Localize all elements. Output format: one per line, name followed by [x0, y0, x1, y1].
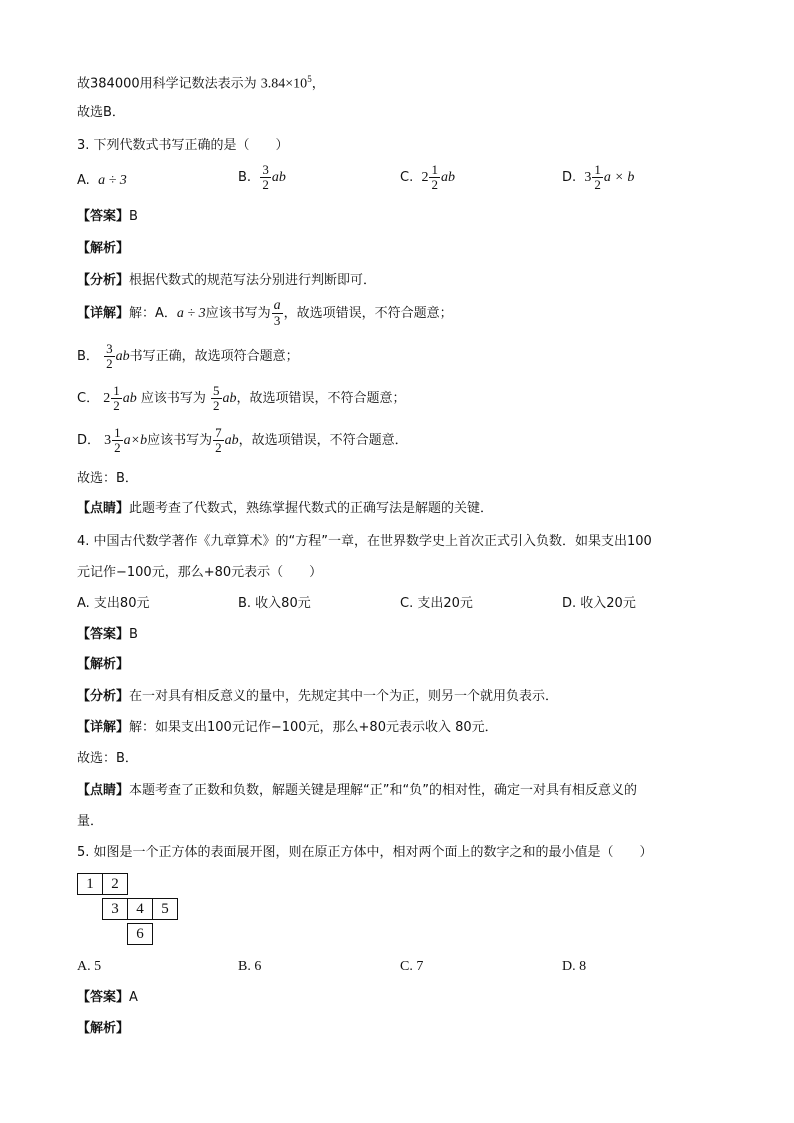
- option-expr: a ÷ 3: [98, 173, 127, 188]
- fraction: $\frac{1}{2}$: [431, 162, 438, 192]
- punct: ，: [311, 76, 325, 92]
- text: 书写正确，故选项符合题意；: [129, 349, 299, 364]
- q4-option-d: D. 收入20元: [562, 596, 636, 611]
- dianjing-tag: 【点睛】: [77, 783, 130, 798]
- answer-tag: 【答案】: [77, 627, 130, 642]
- q5-stem: 5. 如图是一个正方体的表面展开图，则在原正方体中，相对两个面上的数字之和的最小值是（ ）: [77, 845, 653, 860]
- q5-analysis-tag: 【解析】: [77, 1021, 130, 1036]
- cube-face-5: 5: [152, 898, 178, 920]
- option-var: ab: [271, 170, 286, 185]
- fenxi-tag: 【分析】: [77, 689, 130, 704]
- q3-dianjing: [77, 500, 493, 518]
- q3-option-c: [400, 163, 455, 192]
- xiangjie-tag: 【详解】: [77, 306, 130, 321]
- math-var: a×b: [123, 433, 148, 448]
- q3-option-d: [562, 163, 634, 192]
- whole-number: 2: [421, 170, 429, 185]
- fraction: $\frac{3}{2}$: [106, 341, 113, 371]
- fraction: $\frac{a}{3}$: [273, 298, 281, 328]
- q4-option-a: A. 支出80元: [77, 596, 150, 611]
- option-label: B.: [238, 170, 252, 185]
- option-label: D.: [562, 170, 577, 185]
- text: 应该书写为: [205, 306, 271, 321]
- line-text: 故384000用科学记数法表示为: [77, 76, 257, 92]
- cube-face-4: 4: [127, 898, 153, 920]
- q4-fenxi: [77, 688, 558, 706]
- q4-analysis-tag: 【解析】: [77, 657, 130, 672]
- fraction: $\frac{1}{2}$: [114, 425, 121, 455]
- fenxi-tag: 【分析】: [77, 273, 130, 288]
- choose-line: 故选B．: [77, 105, 125, 120]
- fraction: $\frac{7}{2}$: [215, 425, 222, 455]
- q3-xiangjie-d: [77, 426, 408, 455]
- cube-face-3: 3: [102, 898, 128, 920]
- text: ，故选项错误，不符合题意；: [236, 391, 406, 406]
- q4-dianjing-line2: 量．: [77, 814, 104, 829]
- math-var: ab: [115, 349, 130, 364]
- xiangjie-tag: 【详解】: [77, 720, 130, 735]
- xiangjie-text: 解：如果支出100元记作−100元，那么+80元表示收入 80元．: [129, 720, 498, 735]
- fraction: $\frac{5}{2}$: [213, 383, 220, 413]
- exponent: 5: [307, 74, 312, 84]
- whole-number: 3: [584, 170, 592, 185]
- q4-stem-line2: 元记作−100元，那么+80元表示（ ）: [77, 565, 323, 580]
- q4-option-c: C. 支出20元: [400, 596, 473, 611]
- fraction: $\frac{3}{2}$: [262, 162, 269, 192]
- q3-option-b: [238, 163, 286, 192]
- q3-answer: [77, 208, 138, 226]
- q3-fenxi: [77, 272, 376, 290]
- q4-option-b: B. 收入80元: [238, 596, 311, 611]
- answer-value: B: [129, 627, 138, 642]
- q5-option-a: A. 5: [77, 959, 102, 974]
- text: C．: [77, 391, 100, 406]
- text: 应该书写为: [140, 391, 206, 406]
- q5-answer: [77, 989, 138, 1007]
- q5-option-b: B. 6: [238, 959, 262, 974]
- q4-dianjing: [77, 782, 637, 800]
- whole-number: 3: [104, 433, 112, 448]
- math-expression: 3.84×10: [260, 76, 308, 92]
- fraction: $\frac{1}{2}$: [113, 383, 120, 413]
- math-var: ab: [122, 391, 137, 406]
- text: 应该书写为: [147, 433, 213, 448]
- q3-xiangjie-a: [77, 299, 453, 328]
- answer-tag: 【答案】: [77, 990, 130, 1005]
- text: ，故选项错误，不符合题意；: [283, 306, 453, 321]
- option-label: C.: [400, 170, 414, 185]
- text: ，故选项错误，不符合题意．: [238, 433, 408, 448]
- answer-value: A: [129, 990, 138, 1005]
- cube-face-1: 1: [77, 873, 103, 895]
- q4-answer: [77, 626, 138, 644]
- q3-stem: 3. 下列代数式书写正确的是（ ）: [77, 138, 289, 153]
- text: B．: [77, 349, 99, 364]
- dianjing-text: 本题考查了正数和负数，解题关键是理解“正”和“负”的相对性，确定一对具有相反意义的: [129, 783, 637, 798]
- q4-xiangjie: [77, 719, 498, 737]
- math-var: ab: [222, 391, 237, 406]
- q3-xiangjie-c: [77, 384, 406, 413]
- q3-option-a: [77, 172, 127, 190]
- text: 解：A．: [129, 306, 177, 321]
- math-expr: a ÷ 3: [176, 306, 206, 321]
- fraction: $\frac{1}{2}$: [594, 162, 601, 192]
- option-var: a × b: [603, 170, 635, 185]
- q3-xiangjie-b: [77, 342, 299, 371]
- whole-number: 2: [103, 391, 111, 406]
- option-var: ab: [440, 170, 455, 185]
- dianjing-text: 此题考查了代数式，熟练掌握代数式的正确写法是解题的关键．: [129, 501, 494, 516]
- fenxi-text: 在一对具有相反意义的量中，先规定其中一个为正，则另一个就用负表示．: [129, 689, 559, 704]
- q5-option-c: C. 7: [400, 959, 424, 974]
- answer-tag: 【答案】: [77, 209, 130, 224]
- text: D．: [77, 433, 101, 448]
- q3-choose: 故选：B．: [77, 471, 138, 486]
- option-label: A.: [77, 173, 90, 188]
- scientific-notation-line: [77, 70, 325, 93]
- cube-face-2: 2: [102, 873, 128, 895]
- q5-option-d: D. 8: [562, 959, 587, 974]
- q4-stem-line1: 4. 中国古代数学著作《九章算术》的“方程”一章，在世界数学史上首次正式引入负数．如果支出100: [77, 534, 652, 549]
- q4-choose: 故选：B．: [77, 751, 138, 766]
- dianjing-tag: 【点睛】: [77, 501, 130, 516]
- fenxi-text: 根据代数式的规范写法分别进行判断即可．: [129, 273, 377, 288]
- cube-face-6: 6: [127, 923, 153, 945]
- answer-value: B: [129, 209, 138, 224]
- math-var: ab: [224, 433, 239, 448]
- q3-analysis-tag: 【解析】: [77, 241, 130, 256]
